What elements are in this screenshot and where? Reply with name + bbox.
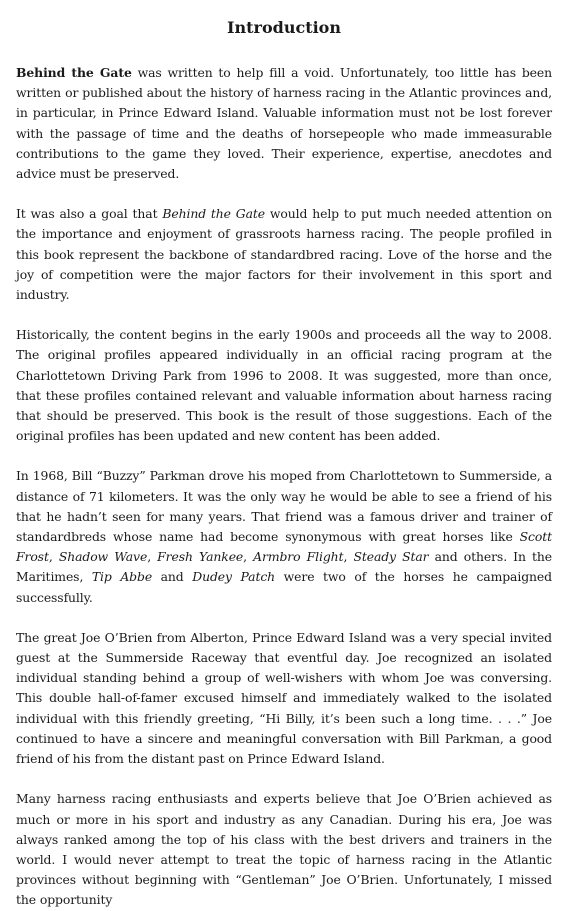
separator: , xyxy=(243,549,254,565)
paragraph-4-part4: were two of the horses he campaigned successfully. xyxy=(16,569,552,605)
paragraph-2-lead: It was also a goal that xyxy=(16,206,163,222)
horse-name: Tip Abbe xyxy=(91,569,153,585)
paragraph-4 xyxy=(16,466,552,607)
horse-name: Steady Star xyxy=(353,549,429,565)
horse-name: Shadow Wave xyxy=(58,549,148,565)
paragraph-4-part1: In 1968, Bill “Buzzy” Parkman drove his moped from Charlottetown to Summerside, a distance of 71 kilometers. It was the only way he would be able to see a friend of his that he hadn’t seen for many years. That friend was a famous driver and trainer of standardbreds whose name had become synonymous with great horses like xyxy=(16,468,552,545)
paragraph-6: Many harness racing enthusiasts and experts believe that Joe O’Brien achieved as much or more in his sport and industry as any Canadian. During his era, Joe was always ranked among the top of his class with the best drivers and trainers in the world. I would never attempt to treat the topic of harness racing in the Atlantic provinces without beginning with “Gentleman” Joe O’Brien. Unfortunately, I missed the opportunity xyxy=(16,791,552,908)
horse-name: Fresh Yankee xyxy=(157,549,244,565)
paragraph-1 xyxy=(16,63,552,184)
book-title-italic: Behind the Gate xyxy=(162,206,265,222)
paragraph-5: The great Joe O’Brien from Alberton, Prince Edward Island was a very special invited guest at the Summerside Raceway that eventful day. Joe recognized an isolated individual standing behind a group of well-wishers with whom Joe was conversing. This double hall-of-famer excused himself and immediately walked to the isolated individual with this friendly greeting, “Hi Billy, it’s been such a long time. . . .” Joe continued to have a sincere and meaningful conversation with Bill Parkman, a good friend of his from the distant past on Prince Edward Island. xyxy=(16,629,552,767)
horse-name: Armbro Flight xyxy=(253,549,344,565)
paragraph-2 xyxy=(16,204,552,305)
separator: , xyxy=(343,549,354,565)
paragraph-1-text: was written to help fill a void. Unfortunately, too little has been written or published about the history of harness racing in the Atlantic provinces and, in particular, in Prince Edward Island. Valuable information must not be lost forever with the passage of time and the deaths of horsepeople who made immeasurable contributions to the game they loved. Their experience, expertise, anecdotes and advice must be preserved. xyxy=(16,65,552,182)
page-title: Introduction xyxy=(227,18,341,37)
horse-name: Scott Frost xyxy=(16,529,552,565)
paragraph-4-part2: and others. In the Maritimes, xyxy=(16,549,552,585)
paragraph-4-part3: and xyxy=(152,569,193,585)
horse-name: Dudey Patch xyxy=(192,569,276,585)
paragraph-3: Historically, the content begins in the early 1900s and proceeds all the way to 2008. The original profiles appeared individually in an official racing program at the Charlottetown Driving Park from 1996 to 2008. It was suggested, more than once, that these profiles contained relevant and valuable information about harness racing that should be preserved. This book is the result of those suggestions. Each of the original profiles has been updated and new content has been added. xyxy=(16,327,552,444)
separator: , xyxy=(147,549,158,565)
separator: , xyxy=(48,549,59,565)
book-title-bold: Behind the Gate xyxy=(16,65,132,80)
paragraph-2-rest: would help to put much needed attention on the importance and enjoyment of grassroots harness racing. The people profiled in this book represent the backbone of standardbred racing. Love of the horse and the joy of competition were the major factors for their involvement in this sport and industry. xyxy=(16,206,552,303)
